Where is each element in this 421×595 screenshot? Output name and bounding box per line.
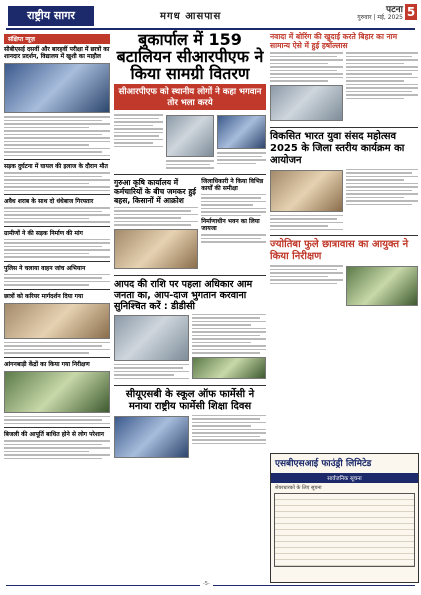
story2-photo bbox=[114, 229, 198, 269]
story2-headline: गुरुआ कृषि कार्यालय में कर्मचारियों के बीच जमकर हुई बहस, किसानों में आक्रोश bbox=[114, 177, 196, 205]
story2-right-photo bbox=[270, 170, 343, 212]
story4-photo bbox=[114, 416, 189, 458]
story-row bbox=[114, 312, 266, 382]
mid-headline: जिलाधिकारी ने किया विभिन्न कार्यों की समीक्षा bbox=[201, 177, 264, 192]
story-text bbox=[270, 52, 343, 82]
brief-text bbox=[4, 172, 110, 191]
section-title: मगध आसपास bbox=[160, 11, 222, 22]
brief-text bbox=[4, 239, 110, 258]
brief-photo bbox=[4, 371, 110, 413]
main-story-photo bbox=[166, 115, 215, 157]
divider bbox=[270, 235, 418, 236]
brief-headline: पुलिस ने चलाया वाहन जांच अभियान bbox=[4, 264, 86, 272]
divider bbox=[4, 427, 110, 428]
footer-page-number: -5- bbox=[200, 581, 213, 587]
main-story-body bbox=[114, 112, 266, 171]
divider bbox=[270, 127, 418, 128]
masthead bbox=[0, 0, 421, 28]
story2-headline-right: विकसित भारत युवा संसद महोत्सव 2025 के जिला स्तरीय कार्यक्रम का आयोजन bbox=[270, 130, 405, 166]
mid-headline: निर्माणाधीन भवन का लिया जायजा bbox=[201, 218, 260, 233]
story3-headline-right: ज्योतिबा फुले छात्रावास का आयुक्त ने किया निरीक्षण bbox=[270, 239, 409, 262]
briefs-section-label: संक्षिप्त न्यूज़ bbox=[4, 34, 110, 44]
public-notice-ad bbox=[270, 453, 419, 583]
ad-title-band: सार्वजनिक सूचना bbox=[271, 473, 418, 483]
date-line: गुरुवार | मई, 2025 bbox=[357, 14, 403, 21]
story-row bbox=[270, 263, 418, 309]
story3-headline: आपद की राशि पर पहला अधिकार आम जनता का, आप-दाज भुगतान करवाना सुनिश्चित करें : डीडीसी bbox=[114, 278, 253, 312]
divider bbox=[114, 174, 266, 175]
brief-headline: सड़क दुर्घटना में घायल की इलाज के दौरान मौत bbox=[4, 163, 108, 170]
city-label: पटना bbox=[386, 5, 403, 15]
story3-photo bbox=[192, 357, 267, 379]
top-right-headline: नवादा में बोरिंग की खुदाई करते बिहार का नाम सामान्य ऐसे में हुई हर्षोल्लास bbox=[270, 32, 398, 50]
top-right-photo bbox=[270, 85, 343, 121]
story3-right-photo bbox=[346, 266, 419, 306]
brief-headline: आंगनबाड़ी केंद्रों का किया गया निरीक्षण bbox=[4, 360, 90, 368]
ad-subtitle: शेयरधारकों के लिए सूचना bbox=[275, 485, 322, 491]
brief-text bbox=[4, 207, 110, 223]
story-row bbox=[114, 413, 266, 461]
story-text bbox=[192, 314, 267, 354]
story-text bbox=[114, 207, 198, 226]
story-text bbox=[114, 114, 163, 147]
divider bbox=[4, 357, 110, 358]
story-text bbox=[166, 160, 215, 169]
page-number: 5 bbox=[406, 5, 416, 19]
column-main bbox=[114, 32, 266, 461]
story-text bbox=[217, 152, 266, 164]
divider bbox=[114, 275, 266, 276]
main-story-photo bbox=[217, 115, 266, 149]
story-row bbox=[114, 178, 266, 272]
story-row bbox=[270, 50, 418, 124]
story-text bbox=[270, 215, 343, 231]
story4-headline: सीयूएसबी के स्कूल ऑफ फार्मेसी ने मनाया राष्ट्रीय फार्मेसी शिक्षा दिवस bbox=[125, 388, 255, 412]
story-text bbox=[114, 364, 189, 380]
ad-company-name: एसबीएसआई फाउंड्री लिमिटेड bbox=[275, 459, 372, 469]
date-block bbox=[357, 6, 403, 22]
story-text bbox=[270, 265, 343, 284]
lead-brief-headline: सीबीएसई दसवीं और बारहवीं परीक्षा में छात्रों का शानदार प्रदर्शन, विद्यालय में खुशी का माहौल bbox=[4, 46, 110, 60]
brief-headline: छात्रों को करियर मार्गदर्शन दिया गया bbox=[4, 292, 84, 300]
ad-notice-table bbox=[274, 493, 415, 567]
brief-headline: अवैध शराब के साथ दो धंधेबाज गिरफ्तार bbox=[4, 198, 94, 205]
divider bbox=[4, 289, 110, 290]
divider bbox=[4, 261, 110, 262]
brief-text bbox=[4, 416, 110, 425]
story-text bbox=[201, 194, 266, 217]
divider bbox=[4, 226, 110, 227]
brief-text bbox=[4, 342, 110, 354]
story-text bbox=[346, 169, 419, 206]
brief-headline: ग्रामीणों ने की सड़क निर्माण की मांग bbox=[4, 229, 83, 237]
main-headline: बुकार्पाल में 159 बटालियन सीआरपीएफ ने किया सामग्री वितरण bbox=[116, 30, 264, 83]
divider bbox=[4, 159, 110, 160]
lead-brief-photo bbox=[4, 63, 110, 113]
story-text bbox=[201, 234, 266, 243]
divider bbox=[114, 385, 266, 386]
brief-text bbox=[4, 440, 110, 459]
main-strapline: सीआरपीएफ को स्थानीय लोगों ने कहा भगवान तोर भला करये bbox=[114, 84, 266, 110]
lead-brief-text bbox=[4, 116, 110, 156]
paper-name: राष्ट्रीय सागर bbox=[8, 6, 94, 26]
brief-headline: बिजली की आपूर्ति बाधित होने से लोग परेशान bbox=[4, 431, 104, 438]
story-text bbox=[192, 415, 267, 445]
story3-photo bbox=[114, 315, 189, 361]
story-text bbox=[346, 52, 419, 99]
divider bbox=[4, 194, 110, 195]
brief-text bbox=[4, 274, 110, 286]
story-row bbox=[270, 167, 418, 233]
column-briefs bbox=[4, 32, 110, 461]
brief-photo bbox=[4, 303, 110, 339]
column-right bbox=[270, 32, 418, 309]
